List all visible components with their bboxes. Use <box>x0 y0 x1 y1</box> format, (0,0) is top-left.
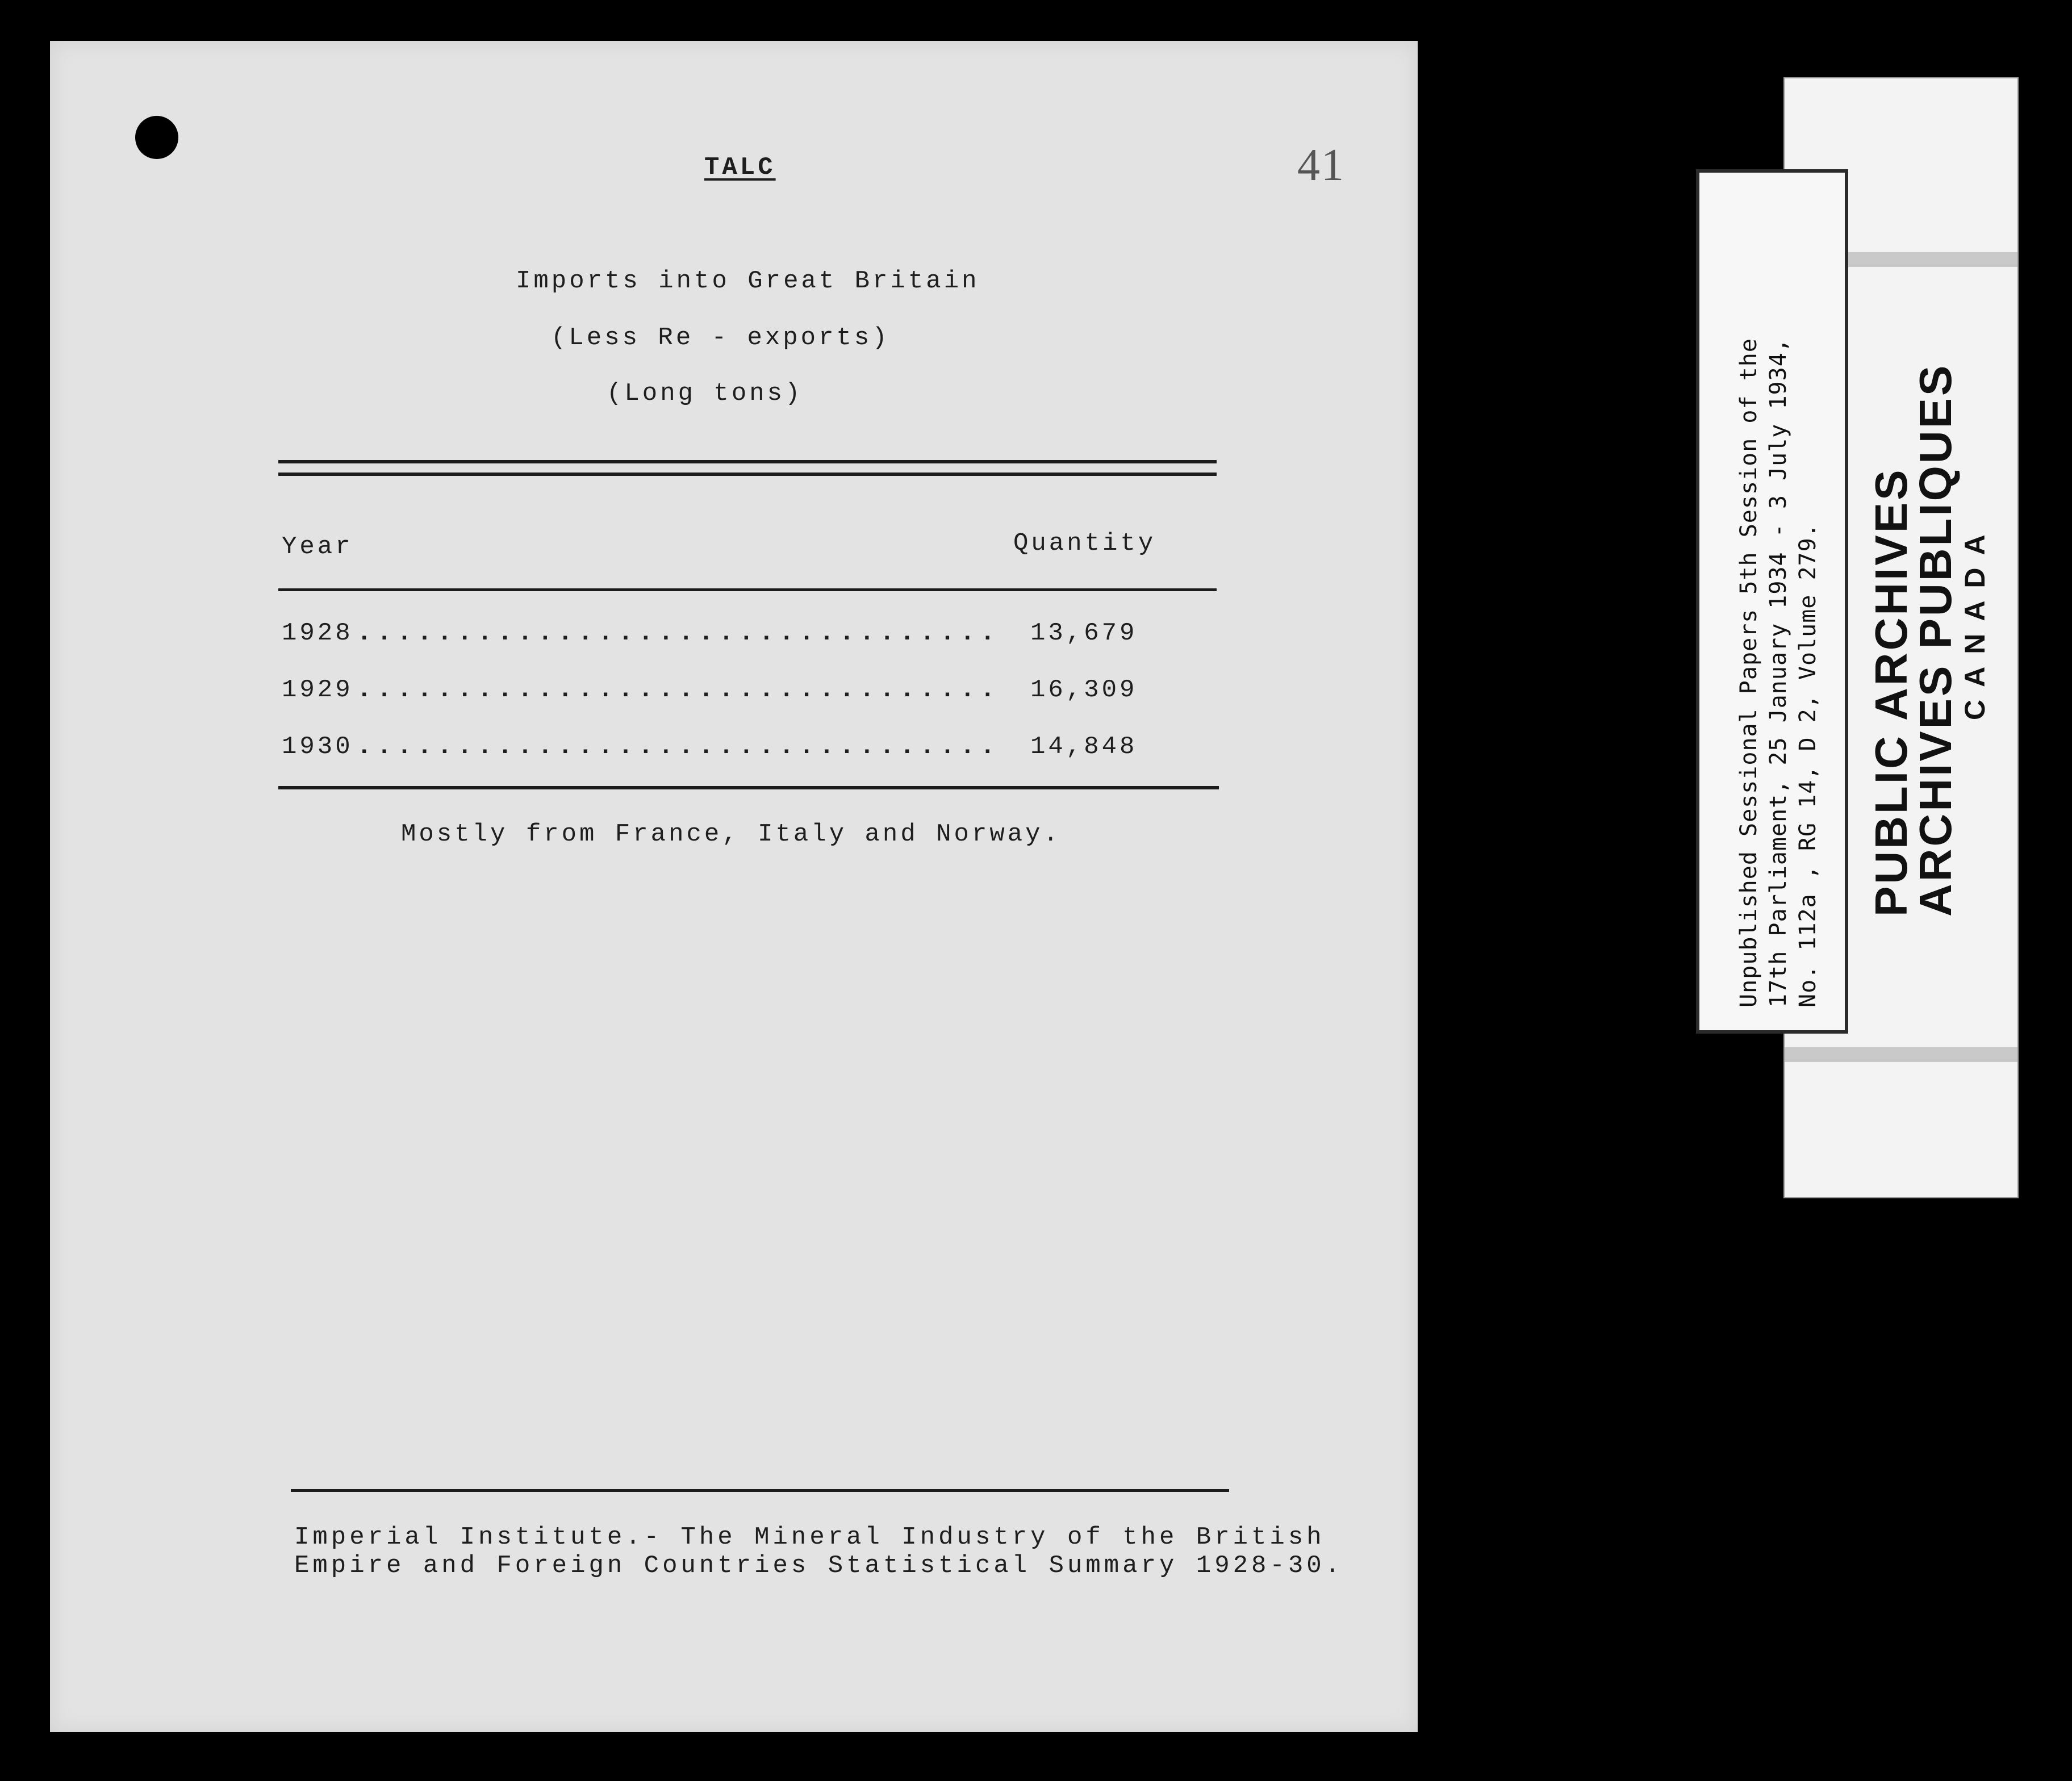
card-edge-strip <box>1785 1047 2017 1062</box>
column-header-year: Year <box>282 533 353 561</box>
table-bottom-rule <box>278 786 1219 789</box>
table-row-year: 1930 <box>282 733 353 761</box>
archive-label-line-1: Unpublished Sessional Papers 5th Session of the <box>1736 338 1762 1007</box>
table-row-quantity: 14,848 <box>1030 733 1138 761</box>
table-row-year: 1929 <box>282 676 353 704</box>
table-row-leader-dots: ................................ <box>357 619 1000 647</box>
page-number: 41 <box>1297 140 1345 190</box>
punch-hole <box>135 116 178 159</box>
archive-label-line-3: No. 112a , RG 14, D 2, Volume 279. <box>1795 523 1821 1007</box>
table-row-quantity: 16,309 <box>1030 676 1138 704</box>
table-row-leader-dots: ................................ <box>357 676 1000 704</box>
table-top-rule <box>278 460 1217 463</box>
table-top-rule-2 <box>278 473 1217 476</box>
source-citation-line-1: Imperial Institute.- The Mineral Industry of the British <box>294 1523 1325 1552</box>
subtitle-line-1: Imports into Great Britain <box>516 267 980 295</box>
header-rule <box>278 588 1217 591</box>
subtitle-line-2: (Less Re - exports) <box>551 324 890 352</box>
source-note: Mostly from France, Italy and Norway. <box>401 820 1061 848</box>
footnote-rule <box>291 1489 1229 1492</box>
archive-stamp-line-2: ARCHIVES PUBLIQUES <box>1910 363 1961 917</box>
archive-label-line-2: 17th Parliament, 25 January 1934 - 3 July 1934, <box>1765 338 1791 1007</box>
document-page <box>50 41 1418 1732</box>
archive-stamp-line-1: PUBLIC ARCHIVES <box>1866 467 1916 917</box>
source-citation-line-2: Empire and Foreign Countries Statistical Summary 1928-30. <box>294 1552 1344 1580</box>
archive-stamp-line-3: CANADA <box>1959 522 1991 720</box>
table-row-quantity: 13,679 <box>1030 619 1138 647</box>
archive-reference-label <box>1696 169 1848 1034</box>
document-title: TALC <box>704 153 776 182</box>
table-row-year: 1928 <box>282 619 353 647</box>
subtitle-line-3: (Long tons) <box>607 379 803 408</box>
table-row-leader-dots: ................................ <box>357 733 1000 761</box>
column-header-quantity: Quantity <box>1013 529 1156 558</box>
